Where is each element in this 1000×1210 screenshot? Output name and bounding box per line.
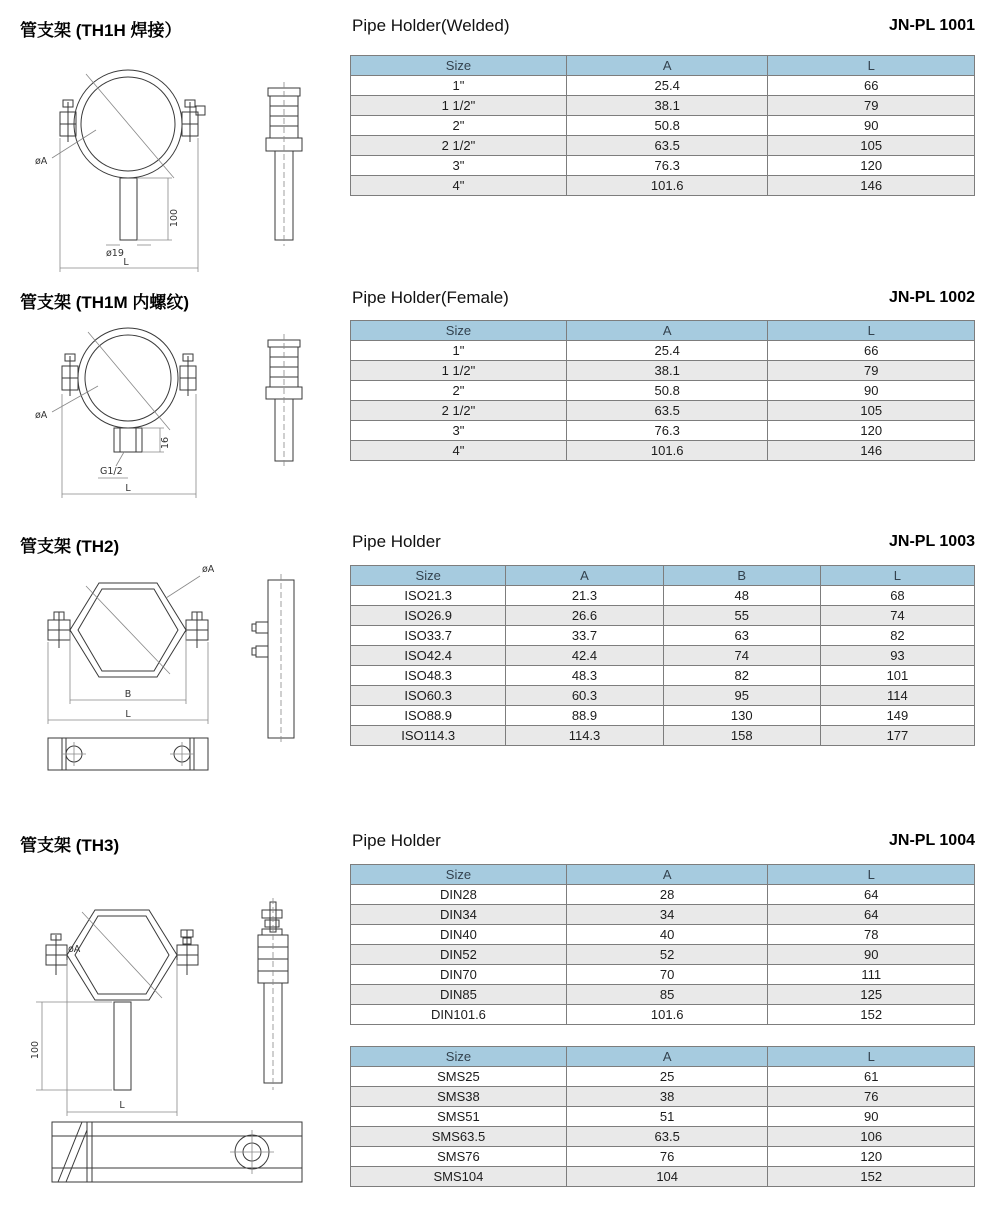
table-cell: 76: [768, 1087, 975, 1107]
table-row: [351, 341, 975, 361]
table-header-row: [351, 566, 975, 586]
table-cell: 64: [768, 905, 975, 925]
table-cell: 152: [768, 1167, 975, 1187]
table-cell: DIN101.6: [351, 1005, 567, 1025]
table-header-row: [351, 56, 975, 76]
th2-outline: [48, 580, 294, 770]
table-cell: 82: [820, 626, 974, 646]
table-cell: 61: [768, 1067, 975, 1087]
table-cell: 34: [566, 905, 768, 925]
dim-label-thread: G1/2: [100, 466, 123, 477]
section1-part-number: JN-PL 1001: [889, 17, 975, 34]
table-cell: 1 1/2": [351, 96, 567, 116]
table-row: [351, 606, 975, 626]
table-cell: 40: [566, 925, 768, 945]
table-row: [351, 96, 975, 116]
table-row: [351, 646, 975, 666]
table-cell: 105: [768, 136, 975, 156]
table-header-row: [351, 865, 975, 885]
table-cell: 63.5: [566, 1127, 768, 1147]
table-cell: 90: [768, 945, 975, 965]
table-cell: ISO42.4: [351, 646, 506, 666]
dim-label-16: 16: [160, 436, 171, 450]
table-cell: 90: [768, 381, 975, 401]
table-cell: 95: [663, 686, 820, 706]
table-cell: 1 1/2": [351, 361, 567, 381]
table-cell: 120: [768, 1147, 975, 1167]
table-row: [351, 1087, 975, 1107]
dim-label-L: L: [125, 709, 131, 720]
spec-table-th3-din: [350, 864, 975, 1025]
table-cell: 48.3: [506, 666, 663, 686]
table-cell: 1": [351, 76, 567, 96]
dim-label-100: 100: [169, 208, 180, 228]
table-row: [351, 905, 975, 925]
table-row: [351, 421, 975, 441]
th3-dimension-lines: [36, 898, 274, 1174]
table-cell: 4": [351, 441, 567, 461]
table-cell: 101.6: [566, 441, 768, 461]
table-row: [351, 626, 975, 646]
table-cell: DIN34: [351, 905, 567, 925]
table-cell: 26.6: [506, 606, 663, 626]
table-cell: 158: [663, 726, 820, 746]
table-row: [351, 686, 975, 706]
table-cell: ISO33.7: [351, 626, 506, 646]
column-header: L: [768, 1047, 975, 1067]
th2-dim-labels: [125, 564, 215, 720]
dim-label-L: L: [125, 483, 131, 494]
column-header: A: [506, 566, 663, 586]
table-cell: 106: [768, 1127, 975, 1147]
table-cell: 42.4: [506, 646, 663, 666]
table-cell: 85: [566, 985, 768, 1005]
table-cell: 50.8: [566, 381, 768, 401]
section4-title-en: Pipe Holder: [352, 831, 441, 850]
spec-table-th3-sms: [350, 1046, 975, 1187]
table-cell: 38.1: [566, 361, 768, 381]
table-cell: 64: [768, 885, 975, 905]
table-cell: 79: [768, 96, 975, 116]
column-header: A: [566, 865, 768, 885]
table-cell: 48: [663, 586, 820, 606]
table-cell: 2 1/2": [351, 136, 567, 156]
table-cell: 51: [566, 1107, 768, 1127]
table-row: [351, 586, 975, 606]
table-cell: ISO48.3: [351, 666, 506, 686]
table-row: [351, 1005, 975, 1025]
table-row: [351, 925, 975, 945]
table-cell: 25.4: [566, 341, 768, 361]
drawing-th1h: [18, 46, 330, 284]
table-cell: ISO21.3: [351, 586, 506, 606]
table-cell: 3": [351, 156, 567, 176]
table-cell: 177: [820, 726, 974, 746]
table-row: [351, 156, 975, 176]
th1m-dimension-lines: [52, 332, 284, 498]
dim-label-L: L: [119, 1100, 125, 1111]
section2-part-number: JN-PL 1002: [889, 289, 975, 306]
table-cell: 2 1/2": [351, 401, 567, 421]
section3-title-cn: 管支架 (TH2): [20, 537, 120, 556]
table-cell: DIN28: [351, 885, 567, 905]
spec-table-th1m: [350, 320, 975, 461]
dim-label-100: 100: [30, 1040, 41, 1060]
table-cell: 130: [663, 706, 820, 726]
th3-outline: [46, 902, 302, 1182]
table-row: [351, 1067, 975, 1087]
table-cell: 1": [351, 341, 567, 361]
table-cell: 105: [768, 401, 975, 421]
table-cell: 101: [820, 666, 974, 686]
table-cell: 78: [768, 925, 975, 945]
spec-table-th1h: [350, 55, 975, 196]
table-row: [351, 666, 975, 686]
section3-title-en: Pipe Holder: [352, 532, 441, 551]
table-row: [351, 136, 975, 156]
table-cell: ISO26.9: [351, 606, 506, 626]
table-cell: ISO60.3: [351, 686, 506, 706]
table-cell: 63.5: [566, 136, 768, 156]
table-row: [351, 76, 975, 96]
table-cell: 33.7: [506, 626, 663, 646]
table-cell: 82: [663, 666, 820, 686]
section2-title-en: Pipe Holder(Female): [352, 288, 509, 307]
table-cell: 90: [768, 116, 975, 136]
table-cell: 101.6: [566, 176, 768, 196]
dim-label-dia19: ø19: [106, 248, 124, 259]
table-cell: 76: [566, 1147, 768, 1167]
table-cell: SMS63.5: [351, 1127, 567, 1147]
table-cell: DIN70: [351, 965, 567, 985]
table-row: [351, 965, 975, 985]
table-cell: 146: [768, 176, 975, 196]
th1h-outline: [60, 70, 302, 240]
table-cell: 38.1: [566, 96, 768, 116]
table-cell: 63.5: [566, 401, 768, 421]
table-cell: DIN85: [351, 985, 567, 1005]
table-cell: 149: [820, 706, 974, 726]
table-cell: SMS51: [351, 1107, 567, 1127]
table-cell: 101.6: [566, 1005, 768, 1025]
table-cell: 21.3: [506, 586, 663, 606]
th3-dim-labels: [30, 944, 125, 1111]
table-header-row: [351, 1047, 975, 1067]
column-header: L: [768, 865, 975, 885]
table-cell: 2": [351, 116, 567, 136]
table-row: [351, 116, 975, 136]
table-cell: 111: [768, 965, 975, 985]
spec-table-th2: [350, 565, 975, 746]
column-header: Size: [351, 566, 506, 586]
table-cell: SMS38: [351, 1087, 567, 1107]
column-header: Size: [351, 1047, 567, 1067]
drawing-th1m: [18, 312, 330, 510]
table-cell: DIN52: [351, 945, 567, 965]
table-cell: ISO114.3: [351, 726, 506, 746]
column-header: Size: [351, 321, 567, 341]
table-cell: 25: [566, 1067, 768, 1087]
table-row: [351, 381, 975, 401]
section4-title-cn: 管支架 (TH3): [20, 836, 120, 855]
table-cell: 66: [768, 76, 975, 96]
table-row: [351, 401, 975, 421]
table-cell: 74: [820, 606, 974, 626]
table-cell: 28: [566, 885, 768, 905]
table-row: [351, 1147, 975, 1167]
section1-title-cn: 管支架 (TH1H 焊接）: [20, 21, 182, 40]
table-cell: 74: [663, 646, 820, 666]
table-cell: 38: [566, 1087, 768, 1107]
drawing-th2: [18, 552, 330, 794]
table-cell: 90: [768, 1107, 975, 1127]
table-row: [351, 1127, 975, 1147]
table-cell: 63: [663, 626, 820, 646]
table-cell: 93: [820, 646, 974, 666]
table-cell: 52: [566, 945, 768, 965]
column-header: A: [566, 1047, 768, 1067]
table-cell: 55: [663, 606, 820, 626]
table-cell: 3": [351, 421, 567, 441]
table-cell: 152: [768, 1005, 975, 1025]
table-cell: 4": [351, 176, 567, 196]
table-row: [351, 985, 975, 1005]
table-row: [351, 441, 975, 461]
dim-label-diaA: øA: [202, 564, 215, 575]
table-cell: 120: [768, 156, 975, 176]
table-cell: 88.9: [506, 706, 663, 726]
table-cell: 76.3: [566, 421, 768, 441]
column-header: Size: [351, 56, 567, 76]
table-row: [351, 885, 975, 905]
table-cell: 66: [768, 341, 975, 361]
table-cell: 146: [768, 441, 975, 461]
column-header: Size: [351, 865, 567, 885]
th1h-dimension-lines: [52, 74, 284, 272]
table-row: [351, 706, 975, 726]
table-cell: 114.3: [506, 726, 663, 746]
section2-title-cn: 管支架 (TH1M 内螺纹): [20, 293, 190, 312]
column-header: A: [566, 321, 768, 341]
table-cell: 76.3: [566, 156, 768, 176]
dim-label-B: B: [124, 689, 132, 700]
table-cell: 120: [768, 421, 975, 441]
table-cell: 70: [566, 965, 768, 985]
table-header-row: [351, 321, 975, 341]
table-cell: 25.4: [566, 76, 768, 96]
table-cell: 104: [566, 1167, 768, 1187]
table-cell: DIN40: [351, 925, 567, 945]
table-row: [351, 361, 975, 381]
table-row: [351, 726, 975, 746]
table-cell: 114: [820, 686, 974, 706]
section1-title-en: Pipe Holder(Welded): [352, 16, 510, 35]
column-header: L: [820, 566, 974, 586]
dim-label-diaA: øA: [35, 410, 48, 421]
table-cell: ISO88.9: [351, 706, 506, 726]
table-row: [351, 176, 975, 196]
th1h-dim-labels: [35, 156, 180, 268]
table-cell: 68: [820, 586, 974, 606]
column-header: B: [663, 566, 820, 586]
table-cell: 50.8: [566, 116, 768, 136]
table-cell: SMS104: [351, 1167, 567, 1187]
th2-dimension-lines: [48, 574, 281, 766]
column-header: A: [566, 56, 768, 76]
dim-label-diaA: øA: [68, 944, 81, 955]
dim-label-diaA: øA: [35, 156, 48, 167]
table-cell: 60.3: [506, 686, 663, 706]
table-cell: SMS76: [351, 1147, 567, 1167]
th1m-outline: [62, 328, 302, 461]
drawing-th3: [12, 850, 328, 1204]
table-cell: 2": [351, 381, 567, 401]
column-header: L: [768, 56, 975, 76]
table-row: [351, 945, 975, 965]
table-cell: 125: [768, 985, 975, 1005]
table-cell: SMS25: [351, 1067, 567, 1087]
table-row: [351, 1167, 975, 1187]
dim-label-L: L: [123, 257, 129, 268]
section3-part-number: JN-PL 1003: [889, 533, 975, 550]
section4-part-number: JN-PL 1004: [889, 832, 975, 849]
column-header: L: [768, 321, 975, 341]
table-row: [351, 1107, 975, 1127]
table-cell: 79: [768, 361, 975, 381]
